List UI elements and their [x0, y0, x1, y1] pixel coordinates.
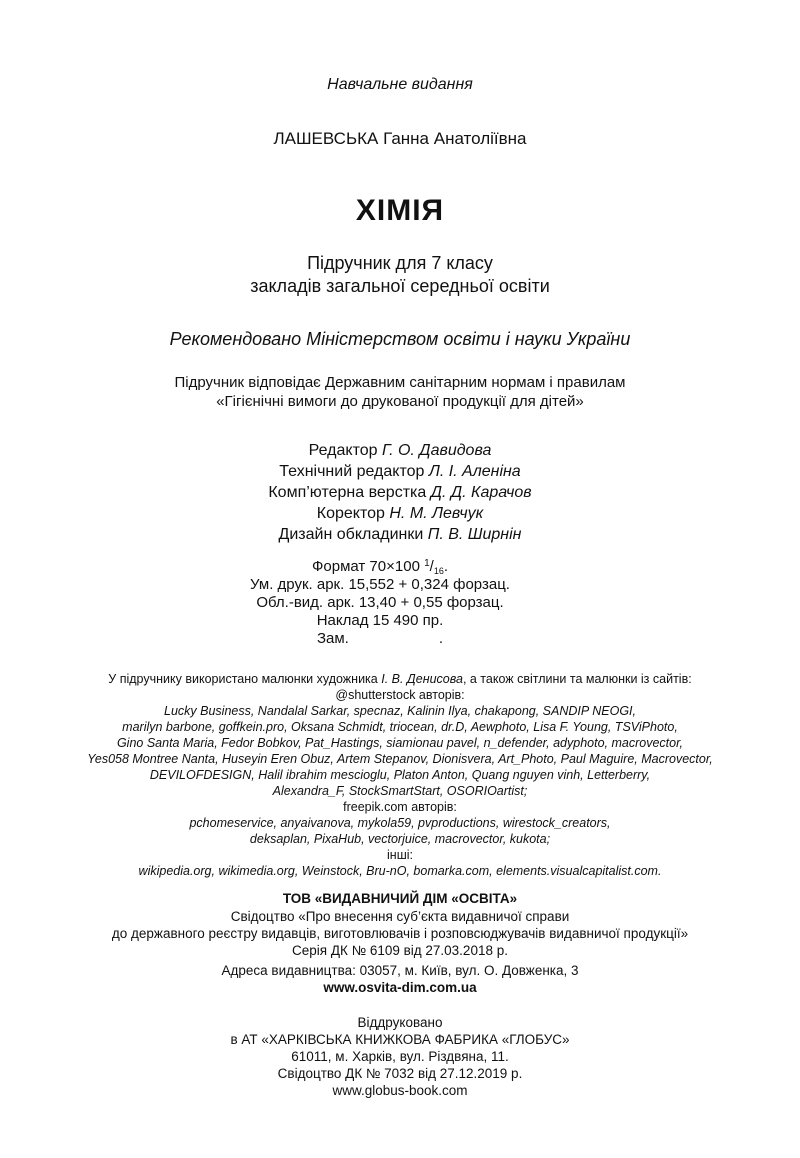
staff-tech-editor: Технічний редактор Л. І. Аленіна — [279, 463, 521, 480]
printer-line-2: в АТ «ХАРКІВСЬКА КНИЖКОВА ФАБРИКА «ГЛОБУС» — [230, 1032, 570, 1047]
subtitle-line-1: Підручник для 7 класу — [307, 253, 493, 273]
freepik-authors: pchomeservice, anyaivanova, mykola59, pvproductions, wirestock_creators, — [189, 816, 611, 830]
shutterstock-authors: DEVILOFDESIGN, Halil ibrahim mescioglu, Platon Anton, Quang nguyen vinh, Letterberry, — [149, 768, 651, 782]
freepik-authors: deksaplan, PixaHub, vectorjuice, macrovector, kukota; — [249, 832, 551, 846]
subtitle-line-2: закладів загальної середньої освіти — [250, 276, 550, 296]
shutterstock-authors: Alexandra_F, StockSmartStart, OSORIOartist; — [272, 784, 528, 798]
other-sources-heading: інші: — [387, 848, 413, 862]
sanitary-line-1: Підручник відповідає Державним санітарним нормам і правилам — [174, 374, 626, 391]
print-sheets: Ум. друк. арк. 15,552 + 0,324 форзац. — [250, 576, 510, 593]
shutterstock-authors: Gino Santa Maria, Fedor Bobkov, Pat_Hastings, siamionau pavel, n_defender, adyphoto, macrovector, — [116, 736, 684, 750]
printer-website: www.globus-book.com — [332, 1083, 468, 1098]
publisher-website: www.osvita-dim.com.ua — [323, 980, 477, 995]
publishing-sheets: Обл.-вид. арк. 13,40 + 0,55 форзац. — [256, 594, 504, 611]
publisher-name: ТОВ «ВИДАВНИЧИЙ ДІМ «ОСВІТА» — [282, 891, 518, 906]
print-run: Наклад 15 490 пр. — [316, 612, 444, 629]
printer-address: 61011, м. Харків, вул. Різдвяна, 11. — [291, 1049, 509, 1064]
shutterstock-authors: Yes058 Montree Nanta, Huseyin Eren Obuz, Artem Stepanov, Dionisvera, Art_Photo, Paul Maguire, Macrovector, — [87, 752, 713, 766]
shutterstock-heading: @shutterstock авторів: — [335, 688, 465, 702]
format-line: Формат 70×100 $^1/_{16}$. — [311, 558, 449, 576]
publisher-address: Адреса видавництва: 03057, м. Київ, вул. О. Довженка, 3 — [221, 963, 579, 978]
freepik-heading: freepik.com авторів: — [343, 800, 457, 814]
staff-editor: Редактор Г. О. Давидова — [308, 442, 492, 459]
staff-proofreader: Коректор Н. М. Левчук — [316, 505, 484, 522]
series-label: Навчальне видання — [327, 76, 473, 93]
publisher-cert-3: Серія ДК № 6109 від 27.03.2018 р. — [292, 943, 508, 958]
printer-line-1: Віддруковано — [357, 1015, 443, 1030]
shutterstock-authors: Lucky Business, Nandalal Sarkar, specnaz, Kalinin Ilya, chakapong, SANDIP NEOGI, — [164, 704, 636, 718]
other-sources: wikipedia.org, wikimedia.org, Weinstock, Bru-nO, bomarka.com, elements.visualcapitalist.com. — [138, 864, 662, 878]
author-name: ЛАШЕВСЬКА Ганна Анатоліївна — [273, 129, 527, 148]
staff-cover-design: Дизайн обкладинки П. В. Ширнін — [278, 526, 522, 543]
shutterstock-authors: marilyn barbone, goffkein.pro, Oksana Schmidt, triocean, dr.D, Aewphoto, Lisa F. Young, TSViPhoto, — [122, 720, 678, 734]
credits-intro: У підручнику використано малюнки художника І. В. Денисова, а також світлини та малюнки із сайтів: — [108, 672, 692, 686]
ministry-recommendation: Рекомендовано Міністерством освіти і науки України — [169, 329, 631, 349]
publisher-cert-2: до державного реєстру видавців, виготовлювачів і розповсюджувачів видавничої продукції» — [111, 926, 689, 941]
publisher-cert-1: Свідоцтво «Про внесення суб’єкта видавничої справи — [230, 909, 570, 924]
book-title: ХІМІЯ — [355, 194, 445, 227]
order-number: Зам. . — [316, 630, 444, 647]
sanitary-line-2: «Гігієнічні вимоги до друкованої продукції для дітей» — [216, 393, 584, 410]
printer-cert: Свідоцтво ДК № 7032 від 27.12.2019 р. — [277, 1066, 523, 1081]
staff-layout: Комп’ютерна верстка Д. Д. Карачов — [268, 484, 532, 501]
